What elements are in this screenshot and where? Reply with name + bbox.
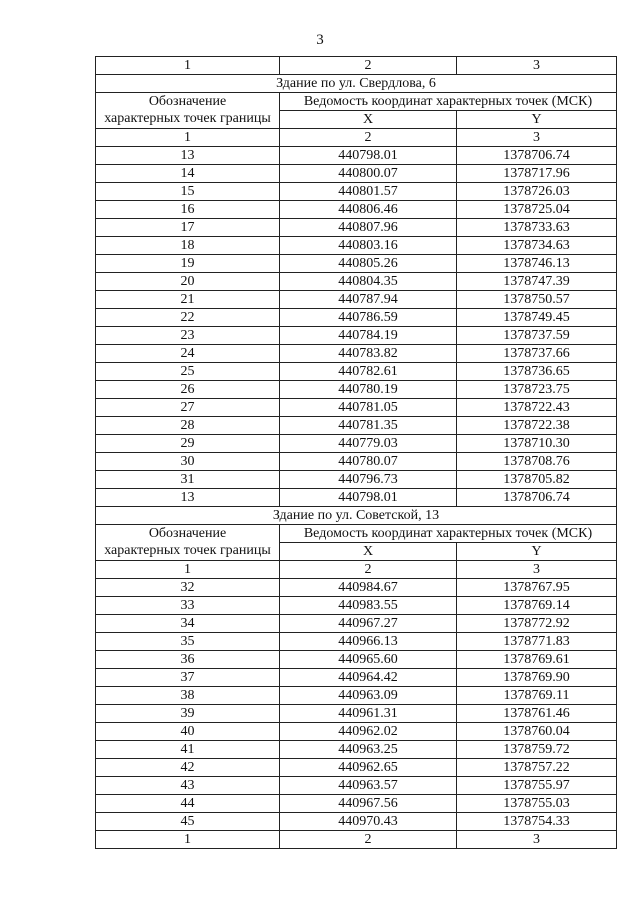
table-row [96,777,617,795]
point-number: 29 [96,435,280,453]
column-number: 1 [96,129,280,147]
designation-header-line2: характерных точек границы [96,111,280,129]
table-row [96,147,617,165]
x-coordinate: 440798.01 [280,489,457,507]
column-number-row [96,129,617,147]
point-number: 28 [96,417,280,435]
x-coordinate: 440803.16 [280,237,457,255]
point-number: 37 [96,669,280,687]
y-coordinate: 1378708.76 [457,453,617,471]
table-row [96,435,617,453]
x-coordinate: 440798.01 [280,147,457,165]
y-coordinate: 1378772.92 [457,615,617,633]
x-coordinate: 440961.31 [280,705,457,723]
table-row [96,237,617,255]
table-row [96,309,617,327]
y-coordinate: 1378761.46 [457,705,617,723]
y-coordinate: 1378769.14 [457,597,617,615]
x-coordinate: 440963.25 [280,741,457,759]
x-coordinate: 440800.07 [280,165,457,183]
x-coordinate: 440783.82 [280,345,457,363]
point-number: 13 [96,489,280,507]
x-coordinate: 440787.94 [280,291,457,309]
table-row [96,345,617,363]
point-number: 45 [96,813,280,831]
y-header: Y [457,543,617,561]
y-coordinate: 1378710.30 [457,435,617,453]
x-coordinate: 440784.19 [280,327,457,345]
point-number: 26 [96,381,280,399]
y-header: Y [457,111,617,129]
statement-header: Ведомость координат характерных точек (МСК) [280,93,617,111]
x-coordinate: 440962.02 [280,723,457,741]
x-coordinate: 440781.05 [280,399,457,417]
y-coordinate: 1378722.38 [457,417,617,435]
column-number: 3 [457,561,617,579]
x-coordinate: 440779.03 [280,435,457,453]
table-row [96,471,617,489]
x-coordinate: 440805.26 [280,255,457,273]
column-number: 2 [280,831,457,849]
point-number: 33 [96,597,280,615]
x-coordinate: 440796.73 [280,471,457,489]
x-coordinate: 440984.67 [280,579,457,597]
x-coordinate: 440962.65 [280,759,457,777]
point-number: 18 [96,237,280,255]
table-row [96,615,617,633]
column-number: 2 [280,129,457,147]
point-number: 39 [96,705,280,723]
table-row [96,399,617,417]
point-number: 21 [96,291,280,309]
y-coordinate: 1378747.39 [457,273,617,291]
column-number: 2 [280,57,457,75]
table-row [96,687,617,705]
y-coordinate: 1378759.72 [457,741,617,759]
section-title: Здание по ул. Советской, 13 [96,507,617,525]
x-coordinate: 440983.55 [280,597,457,615]
x-header: X [280,543,457,561]
table-row [96,255,617,273]
x-coordinate: 440782.61 [280,363,457,381]
y-coordinate: 1378750.57 [457,291,617,309]
y-coordinate: 1378717.96 [457,165,617,183]
y-coordinate: 1378706.74 [457,147,617,165]
table-row [96,723,617,741]
x-coordinate: 440806.46 [280,201,457,219]
y-coordinate: 1378746.13 [457,255,617,273]
column-number: 3 [457,129,617,147]
x-coordinate: 440963.57 [280,777,457,795]
table-row [96,651,617,669]
x-coordinate: 440963.09 [280,687,457,705]
column-number: 1 [96,831,280,849]
x-coordinate: 440970.43 [280,813,457,831]
header-row [96,525,617,543]
header-row [96,543,617,561]
x-coordinate: 440781.35 [280,417,457,435]
column-number: 1 [96,561,280,579]
y-coordinate: 1378737.66 [457,345,617,363]
y-coordinate: 1378769.61 [457,651,617,669]
table-row [96,633,617,651]
x-coordinate: 440967.56 [280,795,457,813]
y-coordinate: 1378760.04 [457,723,617,741]
y-coordinate: 1378725.04 [457,201,617,219]
section-title: Здание по ул. Свердлова, 6 [96,75,617,93]
point-number: 38 [96,687,280,705]
table-row [96,489,617,507]
table-row [96,417,617,435]
table-row [96,795,617,813]
point-number: 41 [96,741,280,759]
point-number: 34 [96,615,280,633]
statement-header: Ведомость координат характерных точек (МСК) [280,525,617,543]
header-row [96,93,617,111]
table-row [96,759,617,777]
page-number: 3 [316,32,324,48]
point-number: 30 [96,453,280,471]
table-row [96,219,617,237]
x-coordinate: 440967.27 [280,615,457,633]
table-row [96,741,617,759]
column-number-row [96,561,617,579]
y-coordinate: 1378767.95 [457,579,617,597]
point-number: 32 [96,579,280,597]
section-title-row [96,75,617,93]
table-row [96,201,617,219]
y-coordinate: 1378705.82 [457,471,617,489]
x-coordinate: 440965.60 [280,651,457,669]
table-row [96,381,617,399]
section-title-row [96,507,617,525]
table-row [96,813,617,831]
y-coordinate: 1378754.33 [457,813,617,831]
point-number: 44 [96,795,280,813]
y-coordinate: 1378733.63 [457,219,617,237]
point-number: 27 [96,399,280,417]
y-coordinate: 1378769.90 [457,669,617,687]
table-row [96,669,617,687]
x-coordinate: 440964.42 [280,669,457,687]
y-coordinate: 1378749.45 [457,309,617,327]
y-coordinate: 1378726.03 [457,183,617,201]
point-number: 25 [96,363,280,381]
y-coordinate: 1378736.65 [457,363,617,381]
x-coordinate: 440780.07 [280,453,457,471]
designation-header-line2: характерных точек границы [96,543,280,561]
point-number: 13 [96,147,280,165]
table-row [96,579,617,597]
point-number: 16 [96,201,280,219]
y-coordinate: 1378737.59 [457,327,617,345]
point-number: 31 [96,471,280,489]
table-row [96,291,617,309]
point-number: 22 [96,309,280,327]
column-number: 1 [96,57,280,75]
table-row [96,453,617,471]
column-number-row [96,831,617,849]
column-number-row [96,57,617,75]
point-number: 15 [96,183,280,201]
header-row [96,111,617,129]
x-coordinate: 440780.19 [280,381,457,399]
column-number: 2 [280,561,457,579]
table-row [96,705,617,723]
x-coordinate: 440804.35 [280,273,457,291]
y-coordinate: 1378755.03 [457,795,617,813]
designation-header: Обозначение [96,525,280,543]
coordinates-table-body [96,57,617,849]
table-row [96,327,617,345]
point-number: 23 [96,327,280,345]
y-coordinate: 1378734.63 [457,237,617,255]
designation-header: Обозначение [96,93,280,111]
y-coordinate: 1378755.97 [457,777,617,795]
y-coordinate: 1378757.22 [457,759,617,777]
point-number: 20 [96,273,280,291]
point-number: 14 [96,165,280,183]
x-coordinate: 440966.13 [280,633,457,651]
table-row [96,273,617,291]
y-coordinate: 1378722.43 [457,399,617,417]
x-coordinate: 440801.57 [280,183,457,201]
point-number: 40 [96,723,280,741]
y-coordinate: 1378706.74 [457,489,617,507]
point-number: 17 [96,219,280,237]
point-number: 36 [96,651,280,669]
column-number: 3 [457,57,617,75]
point-number: 24 [96,345,280,363]
y-coordinate: 1378769.11 [457,687,617,705]
table-row [96,165,617,183]
y-coordinate: 1378771.83 [457,633,617,651]
y-coordinate: 1378723.75 [457,381,617,399]
coordinates-table [95,56,617,849]
x-coordinate: 440786.59 [280,309,457,327]
point-number: 35 [96,633,280,651]
x-coordinate: 440807.96 [280,219,457,237]
column-number: 3 [457,831,617,849]
table-row [96,597,617,615]
point-number: 19 [96,255,280,273]
table-row [96,363,617,381]
x-header: X [280,111,457,129]
point-number: 43 [96,777,280,795]
table-row [96,183,617,201]
point-number: 42 [96,759,280,777]
